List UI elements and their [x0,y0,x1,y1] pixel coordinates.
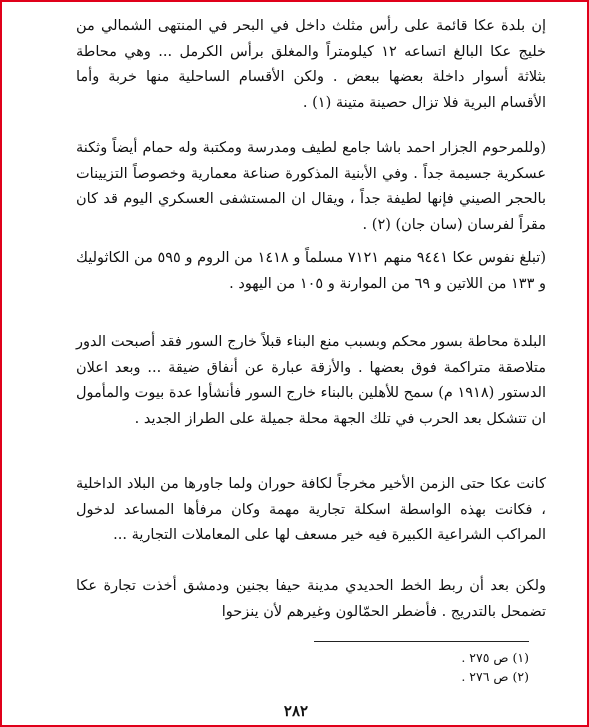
footnote-divider [314,641,529,642]
paragraph-acre-location: إن بلدة عكا قائمة على رأس مثلث داخل في البحر في المنتهى الشمالي من خليج عكا البالغ اتساعه ١٢ كيلومتراً والمغلق برأس الكرمل ... وهي محاطة بثلاثة أسوار داخلة بعضها ببعض . ولكن الأقسام الساحلية منها خربة وأما الأقسام البرية فلا تزال حصينة متينة (١) . [76,18,546,111]
footnotes [364,648,529,686]
paragraph-population: (تبلغ نفوس عكا ٩٤٤١ منهم ٧١٢١ مسلماً و ١٤١٨ من الروم و ٥٩٥ من الكاثوليك و ١٣٣ من اللاتين و ٦٩ من الموارنة و ١٠٥ من اليهود . [76,250,547,292]
paragraph-jazzar-mosque: (وللمرحوم الجزار احمد باشا جامع لطيف ومدرسة ومكتبة وله حمام أيضاً وثكنة عسكرية جسيمة جداً . وفي الأبنية المذكورة صناعة معمارية وخصوصاً التزيينات بالحجر الصيني فإنها لطيفة جداً ، ويقال ان المستشفى العسكري اليوم قد كان مقراً لفرسان (سان جان) (٢) . [76,140,546,233]
paragraph-railway: ولكن بعد أن ربط الخط الحديدي مدينة حيفا بجنين ودمشق أخذت تجارة عكا تضمحل بالتدريج . فأضطر الحمّالون وغيرهم لأن ينزحوا [76,578,546,620]
paragraph-trade-port: كانت عكا حتى الزمن الأخير مخرجاً لكافة حوران ولما جاورها من البلاد الداخلية ، فكانت بهذه الواسطة اسكلة تجارية مهمة وكان مرفأها المساعد لدخول المراكب الشراعية الكبيرة فيه خير مسعف لها على المعاملات التجارية ... [76,476,546,543]
footnote-2: (٢) ص ٢٧٦ . [461,669,529,684]
document-page [14,8,578,720]
footnote-1: (١) ص ٢٧٥ . [461,650,529,665]
page-number: ٢٨٢ [283,702,309,720]
paragraph-town-walls: البلدة محاطة بسور محكم وبسبب منع البناء قبلاً خارج السور فقد أصبحت الدور متلاصقة متراكمة فوق بعضها . والأزقة عبارة عن أنفاق ضيقة ... وبعد اعلان الدستور (١٩١٨ م) سمح للأهلين بالبناء خارج السور فأنشأوا عدة بيوت والمأمول ان تتشكل بعد الحرب في تلك الجهة محلة جميلة على الطراز الجديد . [76,334,547,427]
